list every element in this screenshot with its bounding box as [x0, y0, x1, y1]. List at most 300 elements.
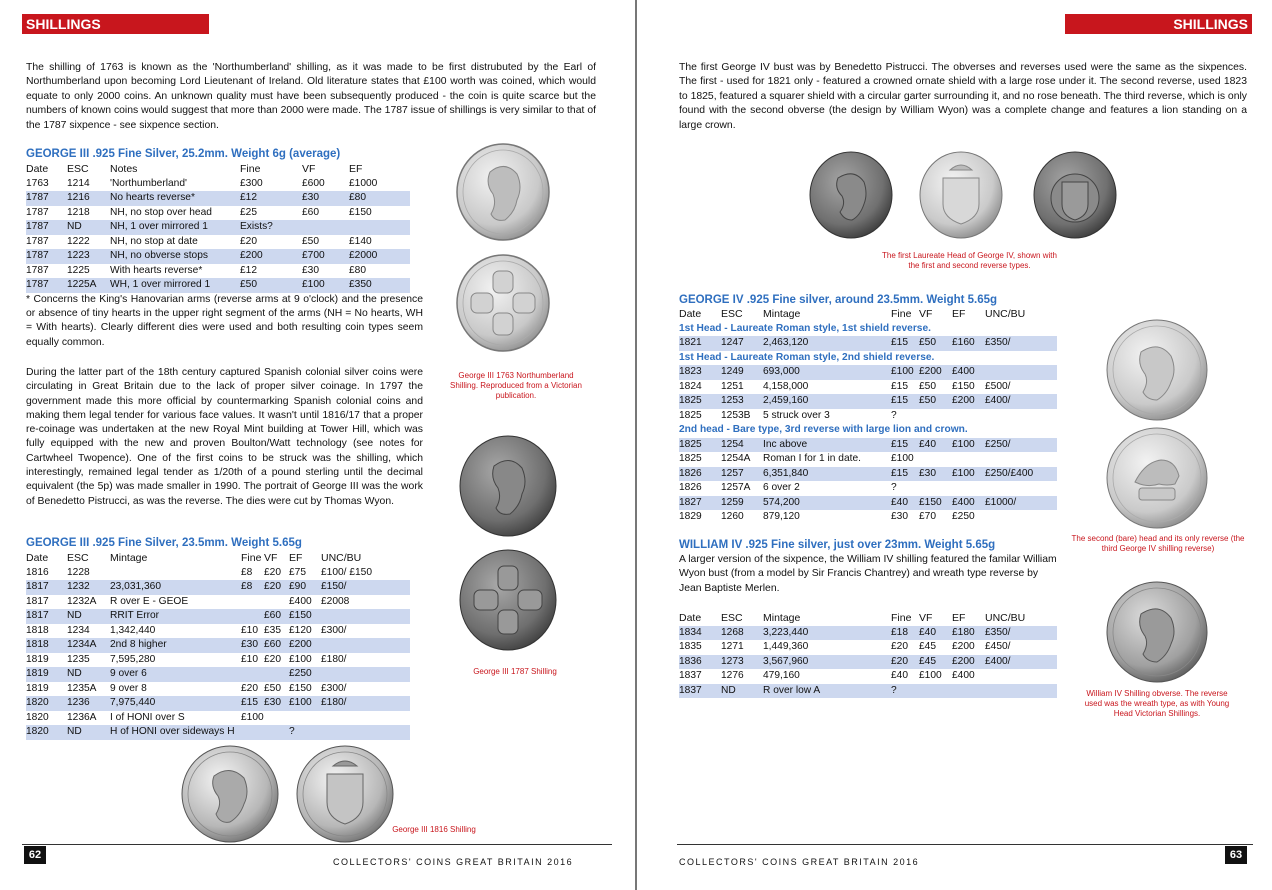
table-cell: 1225	[67, 264, 90, 276]
table-cell: £1000/	[985, 496, 1057, 511]
table-cell: 1787	[26, 206, 49, 218]
table-cell: 1218	[67, 206, 90, 218]
table-cell: 3,223,440	[763, 626, 891, 641]
table-cell: £40	[891, 496, 919, 511]
table-cell	[985, 365, 1057, 380]
table-cell: ND	[67, 609, 110, 624]
table-row	[26, 609, 410, 624]
table-cell: £15	[891, 336, 919, 351]
table-cell: £700	[302, 249, 349, 264]
table-cell: 6,351,840	[763, 467, 891, 482]
table-cell: £450/	[985, 641, 1011, 652]
table-cell: £20	[891, 655, 919, 670]
table-row	[679, 365, 1057, 380]
table-row	[26, 711, 410, 726]
table-cell: Date	[26, 552, 49, 564]
table-row	[26, 696, 410, 711]
table-cell: 2nd 8 higher	[110, 638, 241, 653]
caption-northumberland-shilling: George III 1763 Northumberland Shilling. Reproduced from a Victorian publication.	[450, 371, 582, 400]
table-cell: 1228	[67, 566, 90, 578]
caption-george3-1787: George III 1787 Shilling	[473, 667, 557, 676]
table-cell: Fine	[891, 308, 912, 320]
table-cell: 1234	[67, 624, 90, 636]
table-cell: £150	[289, 682, 312, 694]
table-cell: VF	[919, 308, 933, 320]
table-header-row	[26, 162, 410, 177]
table-cell: 1249	[721, 365, 763, 380]
footer-rule	[22, 844, 612, 845]
table-cell: 1787	[26, 264, 49, 276]
table-cell: £100	[952, 467, 985, 482]
table-cell: £35	[264, 624, 281, 636]
table-cell: Date	[679, 308, 702, 320]
page-number: 62	[24, 846, 46, 864]
table-cell: 1214	[67, 177, 90, 189]
table-header-row	[26, 551, 410, 566]
table-cell: Mintage	[763, 612, 801, 624]
table-cell: 1837	[679, 684, 721, 699]
caption-george4-bare-head: The second (bare) head and its only reverse (the third George IV shilling reverse)	[1071, 534, 1245, 553]
table-cell: £400	[289, 595, 312, 607]
table-cell	[985, 409, 1057, 424]
table-cell: NH, no stop over head	[110, 206, 212, 218]
table-row	[26, 638, 410, 653]
table-row	[679, 481, 1057, 496]
table-cell: £20	[240, 235, 257, 247]
table-cell: 1236A	[67, 711, 97, 723]
table-cell: NH, no obverse stops	[110, 249, 240, 264]
table-row	[679, 452, 1057, 467]
table-cell: 1825	[679, 394, 721, 409]
table-cell: 1818	[26, 624, 49, 636]
table-cell: £30	[302, 264, 319, 276]
table-cell: 1820	[26, 696, 67, 711]
table-cell: £180/	[321, 696, 410, 711]
table-cell: £200	[952, 641, 975, 652]
table-row	[679, 496, 1057, 511]
table-cell: £2000	[349, 249, 410, 264]
george3-1816-obverse-image	[180, 744, 280, 844]
table-cell: 1763	[26, 177, 49, 189]
william4-obverse-image	[1105, 580, 1209, 684]
table-row	[26, 177, 410, 192]
table-cell	[919, 452, 952, 467]
table-cell	[321, 711, 410, 726]
table-cell: 1787	[26, 249, 67, 264]
table-row	[679, 655, 1057, 670]
table-cell	[985, 481, 1057, 496]
table-cell: EF	[289, 552, 303, 564]
table-cell: 693,000	[763, 365, 891, 380]
table-cell: 1825	[679, 453, 702, 464]
table-cell: 1216	[67, 191, 110, 206]
section-title-william4: WILLIAM IV .925 Fine silver, just over 23mm. Weight 5.65g	[679, 539, 996, 551]
table-row	[26, 264, 410, 279]
table-cell: £45	[919, 655, 952, 670]
table-cell: 1787	[26, 191, 67, 206]
table-row	[679, 626, 1057, 641]
table-cell: 1235A	[67, 682, 97, 694]
table-cell: £350/	[985, 336, 1057, 351]
table-row	[26, 566, 410, 581]
table-cell: 1837	[679, 670, 702, 681]
table-cell: R over E - GEOE	[110, 595, 189, 607]
table-cell: 1254A	[721, 453, 751, 464]
table-cell: £150	[349, 206, 372, 218]
table-cell: 1787	[26, 278, 67, 293]
table-row	[679, 438, 1057, 453]
table-cell: EF	[952, 612, 966, 624]
table-cell: 1817	[26, 609, 67, 624]
table-cell: £1000	[349, 177, 378, 189]
section-header: SHILLINGS	[1065, 14, 1252, 34]
table-cell: £100	[891, 365, 919, 380]
table-cell: £100	[289, 653, 312, 665]
table-cell: 1,342,440	[110, 624, 156, 636]
section-title-george3-1763: GEORGE III .925 Fine Silver, 25.2mm. Weight 6g (average)	[26, 148, 341, 160]
table-cell	[952, 684, 985, 699]
table-cell: ESC	[67, 552, 89, 564]
table-cell: £60	[264, 609, 289, 624]
table-cell: £25	[240, 206, 257, 218]
table-cell	[985, 510, 1057, 525]
table-cell: 1823	[679, 365, 721, 380]
table-cell: VF	[302, 163, 316, 175]
table-cell: £100	[241, 711, 264, 723]
table-cell: 23,031,360	[110, 580, 241, 595]
table-cell: £150	[919, 496, 952, 511]
table-cell: Fine	[891, 612, 912, 624]
table-cell: £15	[241, 696, 264, 711]
table-cell: £30	[302, 191, 349, 206]
table-cell: 1824	[679, 380, 702, 392]
table-cell: £200	[919, 365, 952, 380]
caption-george4-laureate: The first Laureate Head of George IV, shown with the first and second reverse types.	[882, 251, 1057, 270]
table-cell: £100	[289, 696, 321, 711]
table-cell: £100	[919, 670, 942, 681]
table-cell	[321, 667, 410, 682]
price-table-george3-1763	[26, 162, 410, 293]
table-cell: £30	[891, 511, 908, 522]
table-cell: 1829	[679, 511, 702, 522]
table-cell: 1251	[721, 380, 744, 392]
table-cell: WH, 1 over mirrored 1	[110, 278, 240, 293]
table-subheading: 1st Head - Laureate Roman style, 2nd shield reverse.	[679, 351, 935, 363]
table-cell: £50	[919, 336, 952, 351]
table-cell: 1235	[67, 653, 90, 665]
table-cell: 479,160	[763, 670, 800, 681]
george3-1787-obverse-image	[458, 434, 558, 538]
left-page	[0, 0, 635, 890]
table-cell: £2008	[321, 595, 350, 607]
table-cell: Fine	[240, 163, 261, 175]
table-cell: 1816	[26, 566, 49, 578]
table-cell: £18	[891, 626, 919, 641]
table-cell: £60	[302, 206, 319, 218]
table-cell	[241, 595, 264, 610]
table-cell: ND	[721, 684, 763, 699]
table-cell: 1236	[67, 696, 110, 711]
table-cell: £150	[289, 609, 321, 624]
george4-first-reverse-image	[918, 150, 1004, 240]
table-cell: £200	[240, 249, 302, 264]
table-cell: Roman I for 1 in date.	[763, 453, 861, 464]
footer-title: COLLECTORS' COINS GREAT BRITAIN 2016	[333, 857, 574, 867]
table-cell	[264, 711, 289, 726]
table-cell: £8	[241, 580, 264, 595]
table-cell: £180	[952, 626, 985, 641]
table-cell: 1271	[721, 641, 744, 652]
table-cell: I of HONI over S	[110, 711, 185, 723]
table-cell: 1835	[679, 641, 702, 652]
table-cell	[321, 638, 410, 653]
table-cell	[919, 481, 952, 496]
table-cell: £180/	[321, 653, 347, 665]
table-cell: ?	[891, 684, 919, 699]
section-title-george4: GEORGE IV .925 Fine silver, around 23.5mm. Weight 5.65g	[679, 294, 998, 306]
table-cell: 1817	[26, 580, 67, 595]
table-cell: ?	[891, 482, 897, 493]
table-cell: £150	[952, 380, 975, 392]
table-cell: UNC/BU	[985, 308, 1026, 320]
table-cell: 1819	[26, 682, 49, 694]
george4-bare-head-obverse-image	[1105, 318, 1209, 422]
table-cell	[349, 220, 410, 235]
table-cell: £80	[349, 264, 366, 276]
table-cell: £350	[349, 278, 410, 293]
northumberland-shilling-obverse-image	[455, 142, 551, 242]
table-cell: £400	[952, 496, 985, 511]
table-row	[679, 467, 1057, 482]
table-cell: 879,120	[763, 511, 800, 522]
table-cell: £45	[919, 641, 936, 652]
table-cell: £200	[952, 394, 985, 409]
table-cell: £15	[891, 380, 908, 392]
george4-second-reverse-image	[1032, 150, 1118, 240]
table-cell: £50	[264, 682, 281, 694]
table-cell: Exists?	[240, 220, 302, 235]
table-cell: 1273	[721, 655, 763, 670]
section-header: SHILLINGS	[22, 14, 209, 34]
table-cell	[985, 452, 1057, 467]
table-cell: 7,595,280	[110, 653, 156, 665]
table-row	[26, 191, 410, 206]
table-cell: VF	[919, 612, 933, 624]
intro-paragraph: The first George IV bust was by Benedetto Pistrucci. The obverses and reverses used were the same as the sixpences. The first - used for 1821 only - featured a crowned ornate shield with a large rose under it. The second reverse, used 1823 to 1825, featured a squarer shield with a circular garter surrounding it, and no rose beneath. The third reverse, which is only found with the second obverse (the design by William Wyon) was a complete change and features a lion standing on a large crown.	[679, 62, 1247, 131]
table-row	[679, 669, 1057, 684]
table-cell: £15	[891, 438, 919, 453]
northumberland-shilling-reverse-image	[455, 253, 551, 353]
table-cell: 1223	[67, 249, 110, 264]
table-cell	[952, 481, 985, 496]
table-row	[26, 580, 410, 595]
table-cell: 9 over 6	[110, 667, 241, 682]
table-cell	[321, 725, 410, 740]
table-cell: 5 struck over 3	[763, 409, 830, 421]
subheading-row	[679, 322, 1057, 337]
table-cell: 1253B	[721, 409, 751, 421]
table-cell	[264, 595, 289, 610]
table-cell: 'Northumberland'	[110, 177, 187, 189]
table-cell: £160	[952, 336, 985, 351]
table-cell: £100	[952, 438, 985, 453]
table-cell: £400	[952, 670, 975, 681]
table-cell: 1836	[679, 655, 721, 670]
table-cell: UNC/BU	[321, 552, 362, 564]
table-cell: No hearts reverse*	[110, 191, 240, 206]
table-cell	[919, 684, 952, 699]
table-cell: £20	[264, 653, 281, 665]
table-row	[679, 640, 1057, 655]
table-cell: 9 over 8	[110, 682, 147, 694]
table-cell: 1819	[26, 667, 67, 682]
table-cell: 1820	[26, 711, 49, 723]
table-footnote: * Concerns the King's Hanovarian arms (reverse arms at 9 o'clock) and the presence or absence of tiny hearts in the upper right segment of the arms (NH = No hearts, WH = With hearts). Clearly different dies were used and both resulting coin types seem equally common.	[26, 294, 423, 348]
table-cell: 7,975,440	[110, 696, 241, 711]
table-cell: £60	[264, 638, 289, 653]
table-cell: £30	[919, 467, 952, 482]
table-cell: With hearts reverse*	[110, 264, 203, 276]
price-table-william4	[679, 611, 1057, 698]
table-cell: UNC/BU	[985, 612, 1026, 624]
table-cell: £20	[264, 580, 289, 595]
george3-1816-reverse-image	[295, 744, 395, 844]
table-cell: 1234A	[67, 638, 110, 653]
table-cell: £250/£400	[985, 467, 1057, 482]
table-cell: £75	[289, 566, 306, 578]
table-cell: £300	[240, 177, 263, 189]
george4-laureate-obverse-image	[808, 150, 894, 240]
table-cell: 1225A	[67, 278, 110, 293]
table-cell: £40	[919, 438, 952, 453]
table-cell: Notes	[110, 163, 138, 175]
table-row	[679, 336, 1057, 351]
table-cell: 1257	[721, 467, 763, 482]
table-cell	[952, 409, 985, 424]
table-cell: Fine	[241, 552, 262, 564]
table-cell: 4,158,000	[763, 380, 809, 392]
table-row	[26, 667, 410, 682]
table-cell: £50	[919, 380, 936, 392]
table-cell	[241, 725, 264, 740]
table-cell: £500/	[985, 380, 1011, 392]
table-cell: 6 over 2	[763, 482, 800, 493]
subheading-row	[679, 423, 1057, 438]
table-cell: £80	[349, 191, 410, 206]
table-cell: £20	[264, 566, 281, 578]
table-cell	[302, 220, 349, 235]
table-row	[26, 595, 410, 610]
table-cell: £40	[919, 626, 952, 641]
table-cell: ?	[891, 409, 897, 421]
table-cell	[321, 609, 410, 624]
price-table-george4	[679, 307, 1057, 525]
table-cell	[985, 669, 1057, 684]
intro-paragraph: The shilling of 1763 is known as the 'Northumberland' shilling, as it was made to be first distrubuted by the Earl of Northumberland upon becoming Lord Lieutenant of Ireland. Old literature states that £100 worth was coined, which would equate to only 2000 coins. An unknown quality must have been subsequently produced - the coin is quite scarce but the numbers of known coins would suggest that more than 2000 were made. The 1787 issue of shillings is very similar to that of the 1787 sixpence - see sixpence section.	[26, 62, 596, 131]
table-cell	[241, 667, 264, 682]
table-cell: 1260	[721, 511, 744, 522]
table-cell: H of HONI over sideways H	[110, 725, 241, 740]
table-cell: 1787	[26, 220, 67, 235]
table-cell: 1825	[679, 438, 721, 453]
george3-1787-reverse-image	[458, 548, 558, 652]
table-subheading: 2nd head - Bare type, 3rd reverse with large lion and crown.	[679, 424, 968, 435]
table-cell: £400	[952, 365, 985, 380]
table-cell: 2,459,160	[763, 394, 891, 409]
table-cell: 1787	[26, 235, 49, 247]
table-cell: £50	[240, 278, 302, 293]
table-cell: £150/	[321, 580, 410, 595]
table-cell: £200	[289, 638, 321, 653]
page-number: 63	[1225, 846, 1247, 864]
table-cell: £600	[302, 177, 325, 189]
footer-title: COLLECTORS' COINS GREAT BRITAIN 2016	[679, 857, 920, 867]
table-cell: 1827	[679, 496, 721, 511]
table-cell: NH, no stop at date	[110, 235, 198, 247]
table-row	[26, 220, 410, 235]
table-row	[26, 249, 410, 264]
table-cell: Date	[26, 163, 49, 175]
table-row	[26, 624, 410, 639]
table-subheading: 1st Head - Laureate Roman style, 1st shield reverse.	[679, 322, 931, 334]
table-cell	[985, 684, 1057, 699]
table-row	[679, 380, 1057, 395]
table-cell: £90	[289, 580, 321, 595]
table-cell: £8	[241, 566, 253, 578]
table-cell: Date	[679, 612, 702, 624]
table-cell: £300/	[321, 624, 347, 636]
subheading-row	[679, 351, 1057, 366]
table-cell: ESC	[721, 308, 743, 320]
table-row	[679, 510, 1057, 525]
table-cell: £20	[891, 641, 908, 652]
table-cell: £15	[891, 467, 919, 482]
table-cell: 1259	[721, 496, 763, 511]
table-cell: 1826	[679, 467, 721, 482]
table-cell: £100/ £150	[321, 566, 372, 578]
table-cell: 1253	[721, 394, 763, 409]
table-cell: Inc above	[763, 438, 891, 453]
table-row	[26, 725, 410, 740]
table-row	[679, 409, 1057, 424]
table-cell: 1254	[721, 438, 763, 453]
table-cell: 1276	[721, 670, 744, 681]
table-cell: 1232A	[67, 595, 97, 607]
table-cell: £350/	[985, 626, 1057, 641]
table-cell: ESC	[721, 612, 743, 624]
right-page	[637, 0, 1272, 890]
table-cell: £10	[241, 653, 258, 665]
table-cell: £10	[241, 624, 258, 636]
table-cell: £250/	[985, 438, 1057, 453]
table-cell	[919, 409, 952, 424]
table-cell: EF	[349, 163, 363, 175]
caption-william4: William IV Shilling obverse. The reverse used was the wreath type, as with Young Head Victorian Shillings.	[1084, 689, 1230, 718]
table-cell: ND	[67, 725, 110, 740]
table-cell: £400/	[985, 655, 1057, 670]
george4-lion-reverse-image	[1105, 426, 1209, 530]
footer-rule	[677, 844, 1253, 845]
table-cell: 1818	[26, 638, 67, 653]
table-cell: 1247	[721, 336, 763, 351]
table-cell: £70	[919, 511, 936, 522]
table-cell: £20	[241, 682, 258, 694]
william4-paragraph: A larger version of the sixpence, the William IV shilling featured the familar William Wyon bust (from a model by Sir Francis Chantrey) and wreath type reverse by Jean Baptiste Merlen.	[679, 554, 1057, 594]
table-cell: RRIT Error	[110, 609, 241, 624]
table-row	[26, 682, 410, 697]
table-cell: 1819	[26, 653, 49, 665]
table-cell: £120	[289, 624, 312, 636]
